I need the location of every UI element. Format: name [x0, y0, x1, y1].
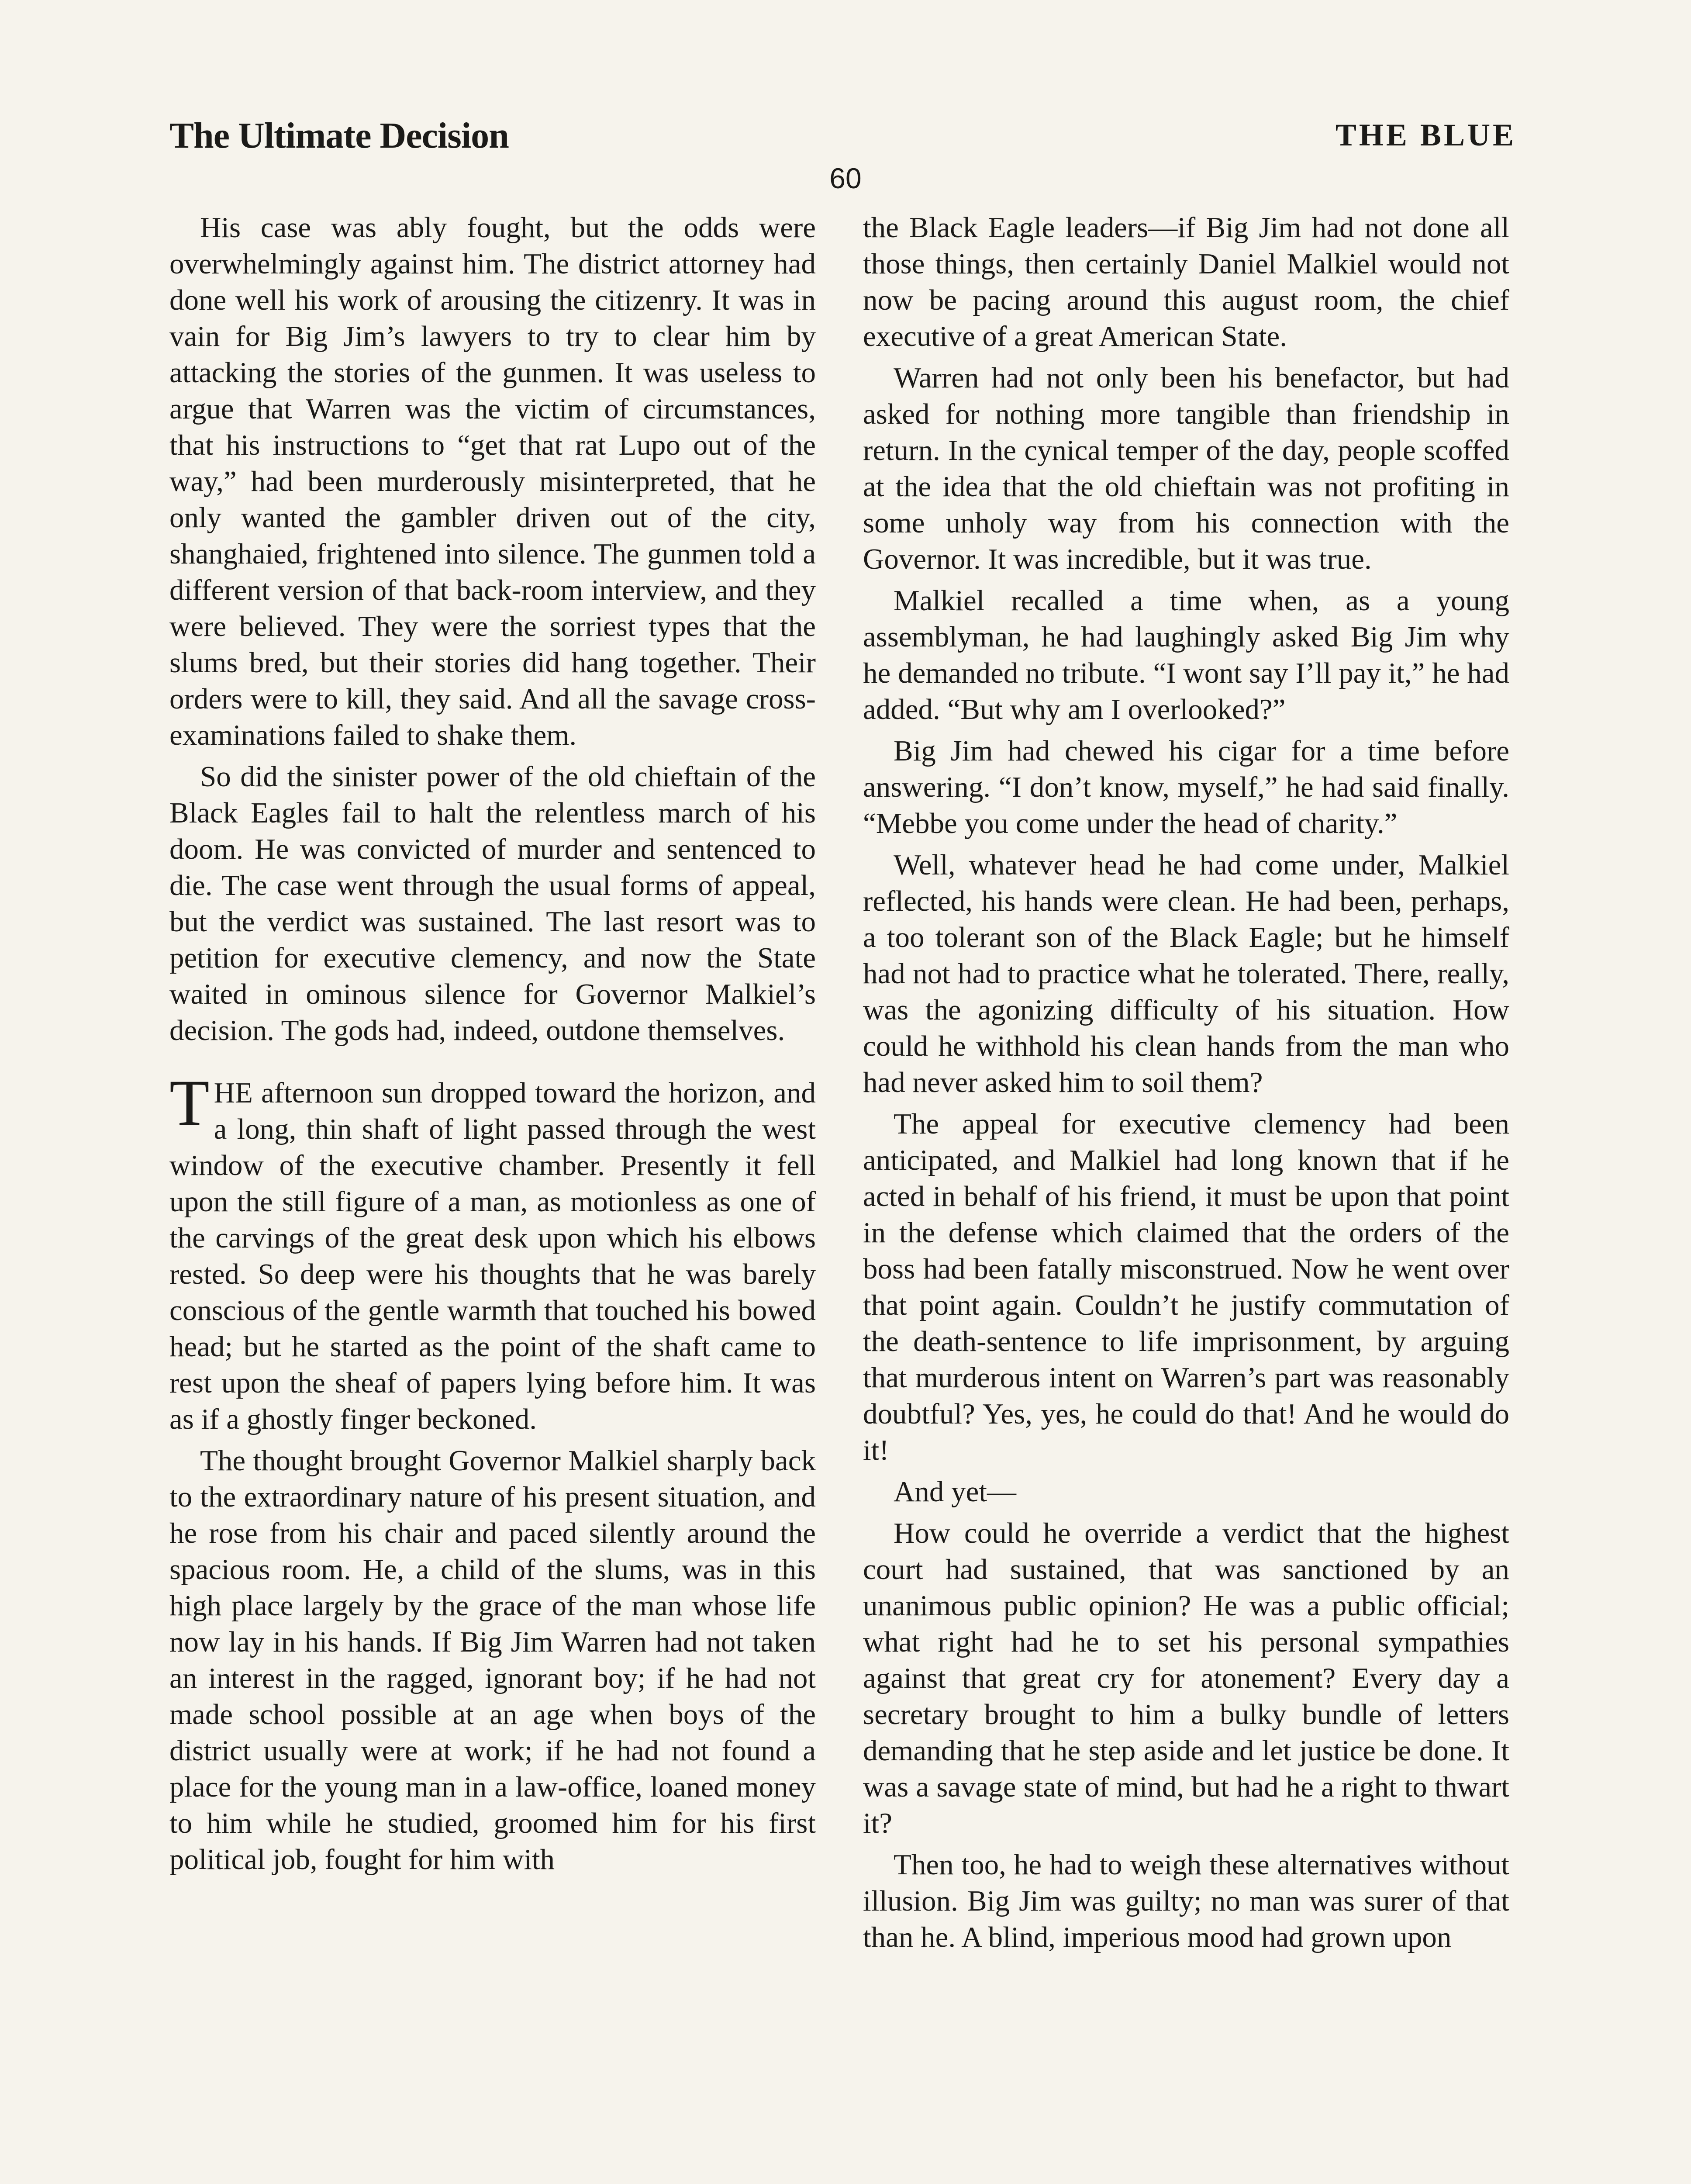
paragraph: His case was ably fought, but the odds were overwhelmingly against him. The district attorney had done well his work of arousing the citizenry. It was in vain for Big Jim’s lawyers to try to clear him by attacking the stories of the gunmen. It was useless to argue that Warren was the victim of circumstances, that his instructions to “get that rat Lupo out of the way,” had been murderously misinterpreted, that he only wanted the gambler driven out of the city, shanghaied, frightened into silence. The gunmen told a different version of that back-room interview, and they were believed. They were the sorriest types that the slums bred, but their stories did hang together. Their orders were to kill, they said. And all the savage cross-examinations failed to shake them. — [169, 211, 816, 751]
story-title: The Ultimate Decision — [169, 115, 509, 156]
paragraph: Warren had not only been his benefactor, but had asked for nothing more tangible than friendship in return. In the cynical temper of the day, people scoffed at the idea that the old chieftain was not profiting in some unholy way from his connection with the Governor. It was incredible, but it was true. — [863, 362, 1509, 575]
paragraph: The thought brought Governor Malkiel sharply back to the extraordinary nature of his present situation, and he rose from his chair and paced silently around the spacious room. He, a child of the slums, was in this high place largely by the grace of the man whose life now lay in his hands. If Big Jim Warren had not taken an interest in the ragged, ignorant boy; if he had not made school possible at an age when boys of the district usually were at work; if he had not found a place for the young man in a law-office, loaned money to him while he studied, groomed him for his first political job, fought for him with — [169, 1444, 816, 1876]
paragraph: So did the sinister power of the old chieftain of the Black Eagles fail to halt the relentless march of his doom. He was convicted of murder and sentenced to die. The case went through the usual forms of appeal, but the verdict was sustained. The last resort was to petition for executive clemency, and now the State waited in ominous silence for Governor Malkiel’s decision. The gods had, indeed, outdone themselves. — [169, 760, 816, 1047]
paragraph: Well, whatever head he had come under, Malkiel reflected, his hands were clean. He had been, perhaps, a too tolerant son of the Black Eagle; but he himself had not had to practice what he tolerated. There, really, was the agonizing difficulty of his situation. How could he withhold his clean hands from the man who had never asked him to soil them? — [863, 849, 1509, 1099]
left-column — [169, 210, 816, 1883]
section-text: afternoon sun dropped toward the horizon, and a long, thin shaft of light passed through the west window of the executive chamber. Presently it fell upon the still figure of a man, as motionless as one of the carvings of the great desk upon which his elbows rested. So deep were his thoughts that he was barely conscious of the gentle warmth that touched his bowed head; but he started as the point of the shaft came to rest upon the sheaf of papers lying before him. It was as if a ghostly finger beckoned. — [169, 1077, 816, 1435]
paragraph: And yet— — [894, 1476, 1016, 1508]
drop-cap: T — [169, 1067, 210, 1139]
paragraph: The appeal for executive clemency had been anticipated, and Malkiel had long known that if he acted in behalf of his friend, it must be upon that point in the defense which claimed that the orders of the boss had been fatally misconstrued. Now he went over that point again. Couldn’t he justify commutation of the death-sentence to life imprisonment, by arguing that murderous intent on Warren’s part was reasonably doubtful? Yes, yes, he could do that! And he would do it! — [863, 1108, 1509, 1466]
page-number: 60 — [829, 162, 862, 194]
paragraph: How could he override a verdict that the highest court had sustained, that was sanctioned by an unanimous public opinion? He was a public official; what right had he to set his personal sympathies against that great cry for atonement? Every day a secretary brought to him a bulky bundle of letters demanding that he step aside and let justice be done. It was a savage state of mind, but had he a right to thwart it? — [863, 1517, 1509, 1839]
smallcaps-lead: HE — [214, 1077, 253, 1109]
paragraph: Big Jim had chewed his cigar for a time before answering. “I don’t know, myself,” he had said finally. “Mebbe you come under the head of charity.” — [863, 735, 1509, 840]
paragraph: Malkiel recalled a time when, as a young assemblyman, he had laughingly asked Big Jim why he demanded no tribute. “I wont say I’ll pay it,” he had added. “But why am I overlooked?” — [863, 584, 1509, 726]
continued-paragraph: the Black Eagle leaders—if Big Jim had not done all those things, then certainly Daniel Malkiel would not now be pacing around this august room, the chief executive of a great American State. — [863, 211, 1509, 352]
magazine-name: THE BLUE — [1335, 117, 1516, 152]
right-column — [863, 210, 1509, 1961]
paragraph: Then too, he had to weigh these alternatives without illusion. Big Jim was guilty; no man was surer of that than he. A blind, imperious mood had grown upon — [863, 1849, 1509, 1953]
section-opening-paragraph — [169, 1067, 816, 1438]
